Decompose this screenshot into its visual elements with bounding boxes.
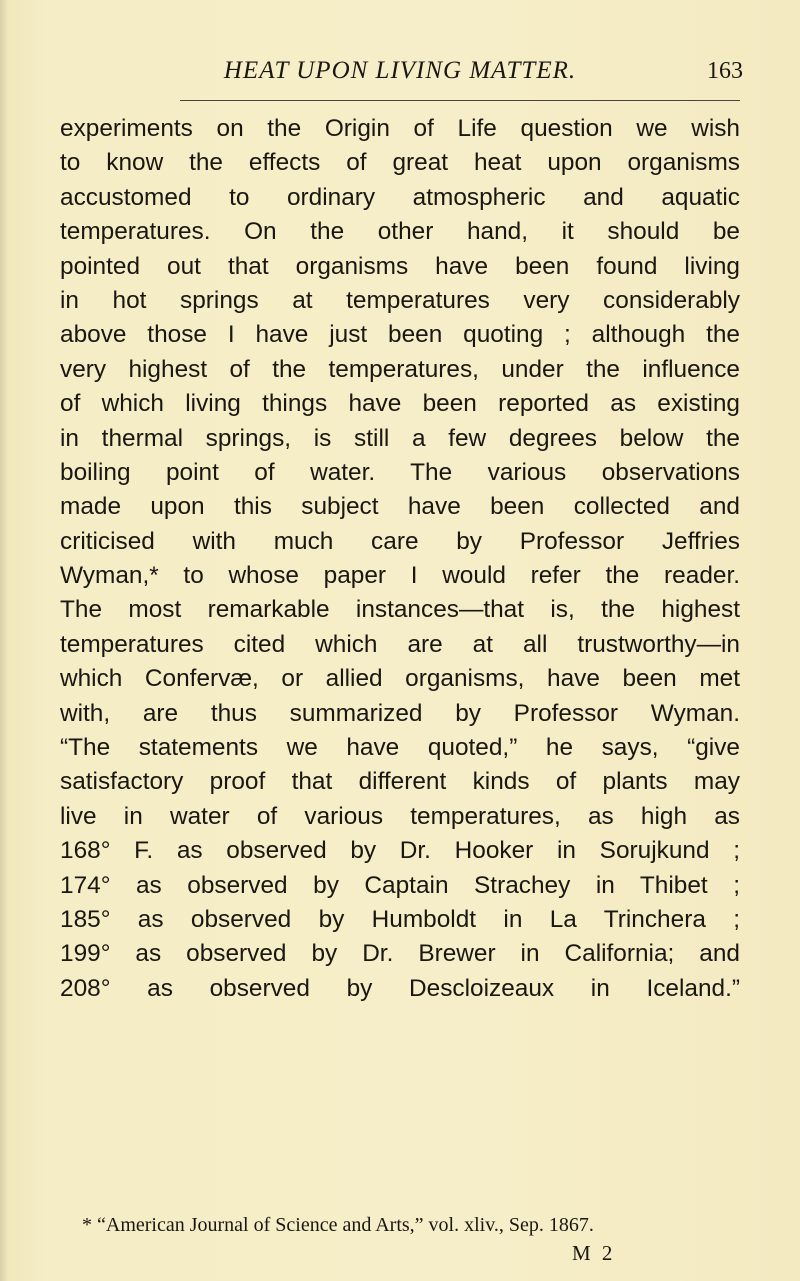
page-number: 163 [707,58,743,84]
running-head [60,50,743,92]
text-line: to know the effects of great heat upon organisms [60,149,740,177]
body-text [60,112,740,1006]
text-line: 174° as observed by Captain Strachey in Thibet ; [60,871,740,899]
text-line: very highest of the temperatures, under the influence [60,355,740,383]
text-line: 168° F. as observed by Dr. Hooker in Sorujkund ; [60,837,740,865]
page-edge-shadow [0,0,8,1281]
text-line: accustomed to ordinary atmospheric and aquatic [60,183,740,211]
text-line: The most remarkable instances—that is, the highest [60,596,740,624]
text-line: temperatures cited which are at all trustworthy—in [60,630,740,658]
signature-mark: M 2 [572,1241,616,1265]
text-line: criticised with much care by Professor Jeffries [60,527,740,555]
text-line: boiling point of water. The various observations [60,458,740,486]
header-rule [180,100,740,101]
text-line: which Confervæ, or allied organisms, have been met [60,665,740,693]
text-line: experiments on the Origin of Life question we wish [60,115,740,142]
text-line: pointed out that organisms have been found living [60,252,740,280]
text-line: in hot springs at temperatures very considerably [60,286,740,314]
text-line: “The statements we have quoted,” he says, “give [60,734,740,762]
text-line: of which living things have been reported as existing [60,390,740,418]
text-line: satisfactory proof that different kinds of plants may [60,768,740,796]
text-line: above those I have just been quoting ; although the [60,321,740,349]
text-line: made upon this subject have been collected and [60,493,740,521]
text-line: 199° as observed by Dr. Brewer in California; and [60,940,740,968]
text-line: with, are thus summarized by Professor Wyman. [60,699,740,727]
text-line: 208° as observed by Descloizeaux in Iceland.” [60,974,740,1002]
text-line: temperatures. On the other hand, it should be [60,218,740,246]
text-line: in thermal springs, is still a few degrees below the [60,424,740,452]
footnote: * “American Journal of Science and Arts,” vol. xliv., Sep. 1867. [82,1214,594,1236]
text-line: 185° as observed by Humboldt in La Trinchera ; [60,905,740,933]
text-line: live in water of various temperatures, as high as [60,802,740,830]
text-line: Wyman,* to whose paper I would refer the reader. [60,562,740,590]
running-title: HEAT UPON LIVING MATTER. [223,57,577,84]
